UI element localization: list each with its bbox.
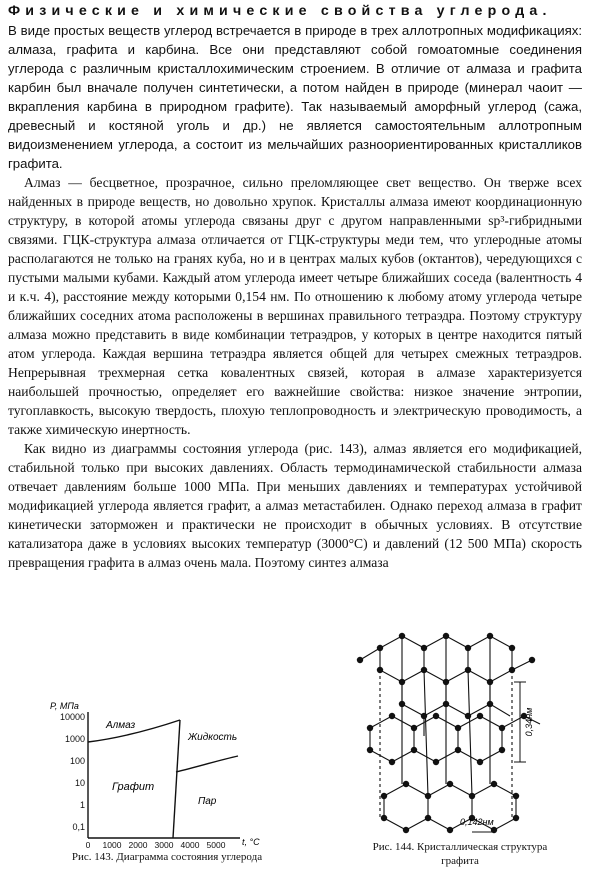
x-tick-label: 4000 bbox=[180, 840, 200, 850]
dimension-label-interlayer: 0,34нм bbox=[524, 707, 534, 737]
section-title: Физические и химические свойства углерода. bbox=[8, 3, 552, 19]
x-tick-label: 1000 bbox=[102, 840, 122, 850]
phase-diagram-svg bbox=[40, 700, 280, 850]
body-text bbox=[8, 2, 582, 572]
y-tick-label: 100 bbox=[69, 756, 85, 766]
x-tick-label: 2000 bbox=[128, 840, 148, 850]
x-tick-label: 0 bbox=[85, 840, 91, 850]
paragraph-diamond: Алмаз — бесцветное, прозрачное, сильно преломляющее свет вещество. Он тверже всех найденных в природе веществ, но довольно хрупок. Кристаллы алмаза имеют координационную структуру, в которой атомы углерода связаны друг с другом направленными sp³-гибридными связями. ГЦК-структура алмаза отличается от ГЦК-структуры меди тем, что углеродные атомы располагаются не только на гранях куба, но и в центрах малых кубов (октантов), чередующихся с пустыми малыми кубами. Каждый атом углерода имеет четыре ближайших соседа (валентность 4 и к.ч. 4), расстояние между которыми 0,154 нм. По отношению к любому атому углерода четыре ближайших соседних атома расположены в вершинах правильного тетраэдра. Поэтому структуру алмаза можно представить в виде комбинации тетраэдров, у которых в центре находится пятый атом углерода. Каждая вершина тетраэдра является общей для четырех смежных тетраэдров. Непрерывная трехмерная сетка ковалентных связей, которая в алмазе характеризуется наибольшей прочностью, определяет его важнейшие свойства: низкое значение энтропии, тугоплавкость, высокую твердость, плохую теплопроводность и электрическую проводимость, а также химическую инертность. bbox=[8, 175, 582, 437]
x-tick-label: 5000 bbox=[206, 840, 226, 850]
paragraph-allotropes: В виде простых веществ углерод встречается в природе в трех аллотропных модификациях: алмаза, графита и карбина. Все они представляют собой гомоатомные соединения углерода с различным кристаллохимическим строением. В отличие от алмаза и графита карбин был вначале получен синтетически, а потом найден в природе (минерал чаоит — вкрапления карбина в природном графите). Так называемый аморфный углерод (сажа, древесный и костяной уголь и др.) не является самостоятельным аллотропным видоизменением углерода, а состоит из мельчайших разноориентированных кристалликов графита. bbox=[8, 23, 582, 171]
paragraph-phase-diagram: Как видно из диаграммы состояния углерода (рис. 143), алмаз является его модификацией, стабильной только при высоких давлениях. Область термодинамической стабильности алмаза отвечает давлениям больше 1000 МПа. При меньших давлениях и температурах устойчивой модификацией углерода является графит, а алмаз метастабилен. Однако переход алмаза в графит кинетически заторможен и практически не происходит в обычных условиях. В отсутствие катализатора даже в условиях высоких температур (3000°С) и давлений (12 500 МПа) скорость превращения графита в алмаз очень мала. Поэтому синтез алмаза bbox=[8, 441, 582, 570]
region-label-vapor: Пар bbox=[198, 796, 217, 807]
y-tick-label: 1 bbox=[79, 800, 85, 810]
x-tick-label: 3000 bbox=[154, 840, 174, 850]
y-tick-label: 0,1 bbox=[72, 822, 85, 832]
y-tick-label: 10 bbox=[74, 778, 85, 788]
x-axis-label: t, °C bbox=[242, 837, 260, 847]
figure-143-caption: Рис. 143. Диаграмма состояния углерода bbox=[71, 851, 263, 863]
graphite-structure-svg bbox=[340, 618, 560, 838]
y-axis-label: P, МПа bbox=[50, 701, 79, 711]
graphite-liquid-boundary bbox=[173, 720, 180, 838]
figure-144-graphite-structure bbox=[340, 618, 560, 838]
dimension-label-bond: 0,142нм bbox=[460, 817, 494, 827]
region-label-diamond: Алмаз bbox=[106, 720, 136, 731]
y-tick-label: 10000 bbox=[59, 712, 85, 722]
figure-143-phase-diagram bbox=[40, 700, 280, 850]
y-tick-label: 1000 bbox=[64, 734, 85, 744]
region-label-graphite: Графит bbox=[112, 781, 155, 793]
liquid-vapor-boundary bbox=[176, 756, 238, 772]
figure-144-caption: Рис. 144. Кристаллическая структура графита bbox=[372, 841, 548, 867]
region-label-liquid: Жидкость bbox=[188, 732, 238, 743]
